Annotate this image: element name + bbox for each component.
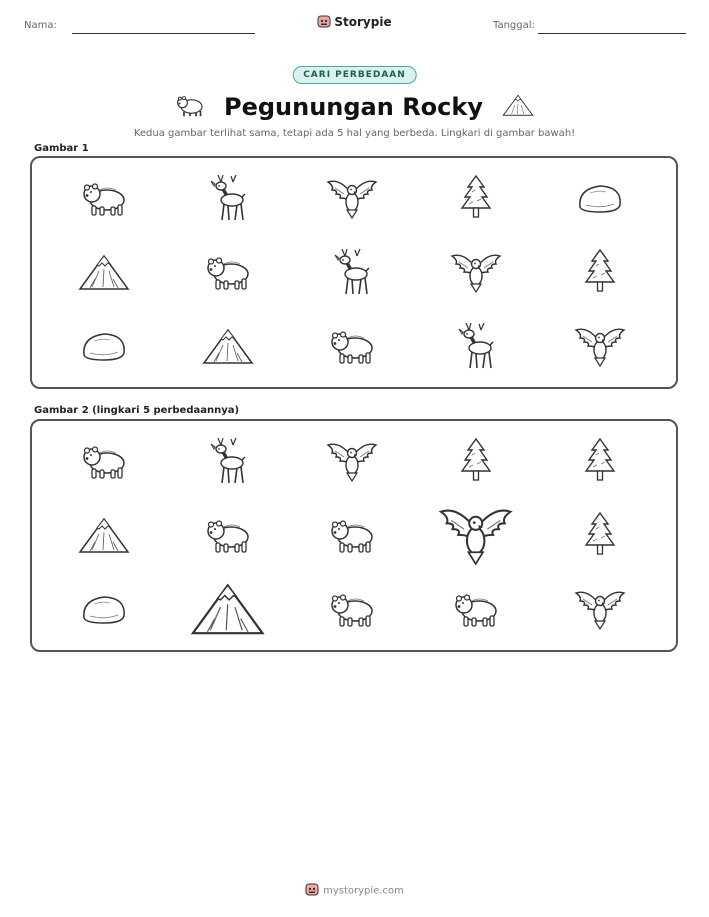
panel-1-eagle-icon [574, 324, 626, 368]
panel-1 [30, 156, 678, 389]
bear-icon [175, 92, 205, 122]
panel-1-eagle-icon [450, 250, 502, 294]
panel-1-rock-icon [80, 329, 128, 363]
brand-name: Storypie [334, 15, 392, 29]
category-badge: CARI PERBEDAAN [292, 66, 417, 84]
name-label: Nama: [24, 20, 57, 31]
panel-2-bear-icon[interactable] [80, 443, 128, 479]
panel-1-eagle-icon [326, 176, 378, 220]
page-title: Pegunungan Rocky [223, 93, 483, 121]
panel-1-rock-icon [576, 181, 624, 215]
panel-2-bear-icon[interactable] [452, 591, 500, 627]
panel-1-bear-icon [80, 180, 128, 216]
storypie-logo-icon [305, 882, 319, 899]
panel-2-mountain-large-icon[interactable] [190, 581, 265, 636]
mountain-icon [502, 93, 534, 121]
date-label: Tanggal: [493, 20, 535, 31]
title-row [0, 92, 709, 122]
panel-2-bear-icon[interactable] [328, 517, 376, 553]
panel-2-rock-icon[interactable] [80, 592, 128, 626]
panel-2-bear-icon[interactable] [328, 591, 376, 627]
panel-1-bear-icon [204, 254, 252, 290]
panel-1-deer-icon [456, 322, 496, 370]
panel-2-eagle-large-icon[interactable] [438, 503, 513, 567]
panel-1-bear-icon [328, 328, 376, 364]
panel-2-eagle-icon[interactable] [574, 587, 626, 631]
panel-2-bear-icon[interactable] [204, 517, 252, 553]
panel-1-pine-tree-icon [582, 248, 618, 296]
panel-2-mountain-icon[interactable] [78, 516, 130, 554]
panel-1-deer-icon [208, 174, 248, 222]
panel-2-pine-tree-icon[interactable] [458, 437, 494, 485]
panel-2-pine-tree-icon[interactable] [582, 511, 618, 559]
panel-1-mountain-icon [202, 327, 254, 365]
panel-2[interactable] [30, 419, 678, 652]
panel-1-pine-tree-icon [458, 174, 494, 222]
panel-1-deer-icon [332, 248, 372, 296]
panel-2-eagle-icon[interactable] [326, 439, 378, 483]
panel-1-label: Gambar 1 [34, 143, 89, 154]
footer [0, 882, 709, 899]
panel-1-mountain-icon [78, 253, 130, 291]
panel-2-deer-icon[interactable] [208, 437, 248, 485]
date-field[interactable] [538, 33, 686, 34]
storypie-logo-icon [317, 14, 331, 31]
footer-link[interactable]: mystorypie.com [323, 885, 404, 897]
name-field[interactable] [72, 33, 255, 34]
panel-2-label: Gambar 2 (lingkari 5 perbedaannya) [34, 405, 240, 416]
brand [0, 14, 709, 31]
instructions: Kedua gambar terlihat sama, tetapi ada 5 hal yang berbeda. Lingkari di gambar bawah! [133, 128, 576, 139]
panel-2-pine-tree-icon[interactable] [582, 437, 618, 485]
